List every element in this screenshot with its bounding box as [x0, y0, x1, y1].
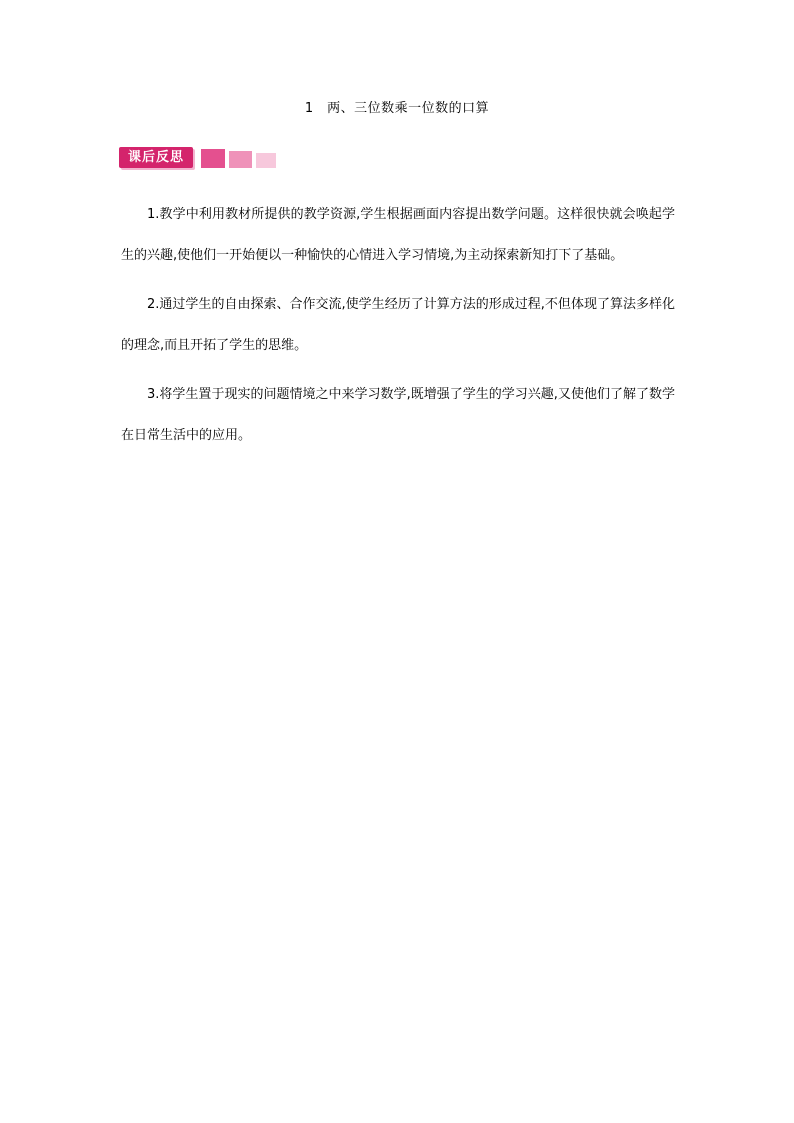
decorative-block-light [256, 153, 276, 168]
reflection-body [121, 194, 675, 464]
page-title: 1 两、三位数乘一位数的口算 [304, 101, 490, 116]
section-label: 课后反思 [119, 147, 193, 168]
section-header [119, 144, 276, 168]
decorative-block-dark [201, 149, 225, 168]
decorative-block-medium [229, 151, 252, 168]
paragraph-2: 2.通过学生的自由探索、合作交流,使学生经历了计算方法的形成过程,不但体现了算法多样化的理念,而且开拓了学生的思维。 [121, 297, 675, 353]
paragraph-3: 3.将学生置于现实的问题情境之中来学习数学,既增强了学生的学习兴趣,又使他们了解了数学在日常生活中的应用。 [121, 387, 675, 443]
paragraph-1: 1.教学中利用教材所提供的教学资源,学生根据画面内容提出数学问题。这样很快就会唤起学生的兴趣,使他们一开始便以一种愉快的心情进入学习情境,为主动探索新知打下了基础。 [121, 207, 675, 263]
